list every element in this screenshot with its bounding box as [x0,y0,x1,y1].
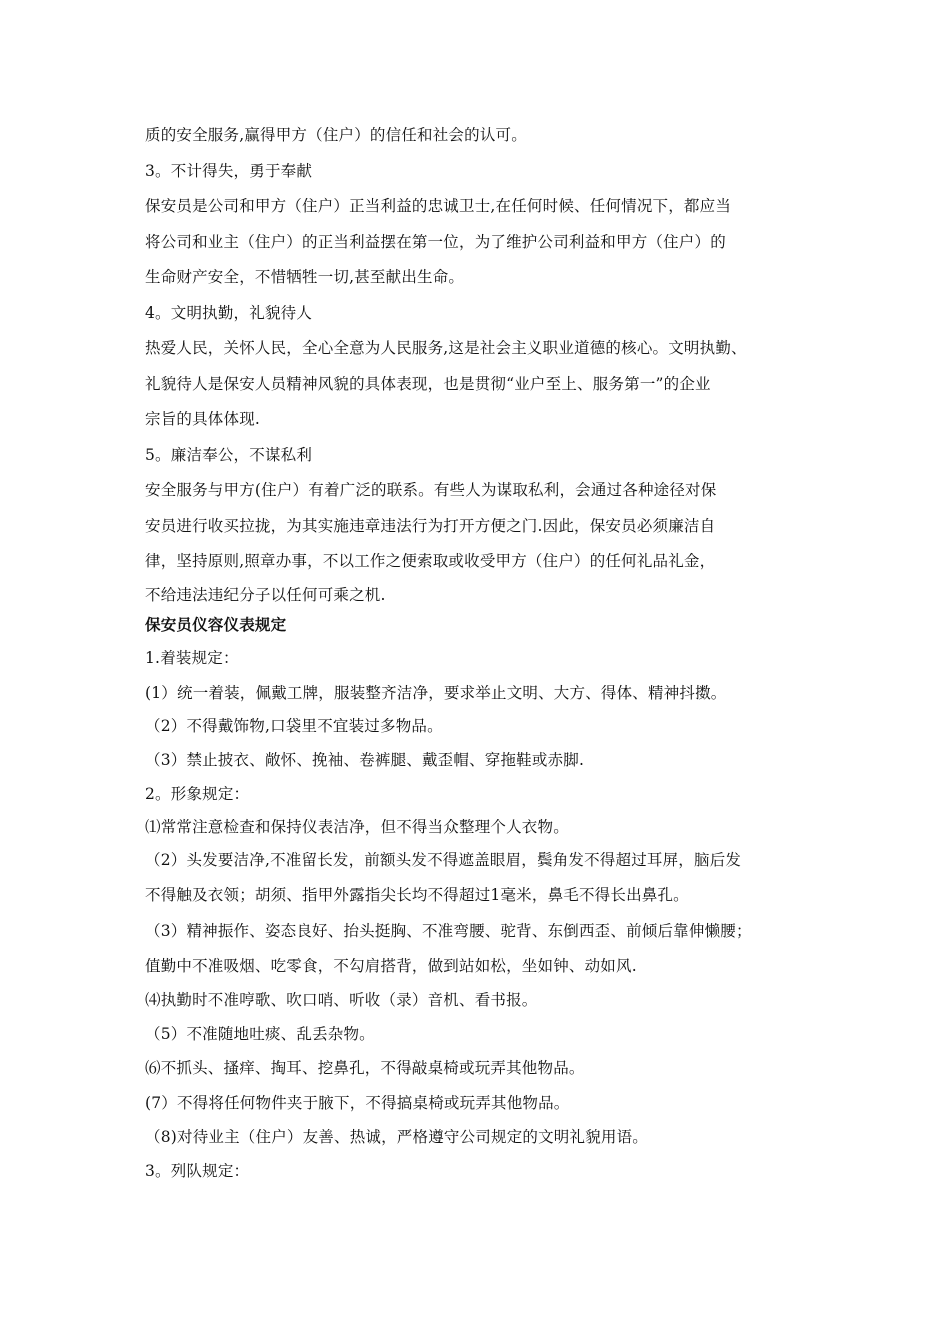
section-item-5: 5。廉洁奉公，不谋私利 [145,446,313,464]
section-item-4: 4。文明执勤，礼貌待人 [145,304,313,322]
list-item: （3）禁止披衣、敞怀、挽袖、卷裤腿、戴歪帽、穿拖鞋或赤脚. [145,751,585,769]
list-item: （2）不得戴饰物,口袋里不宜装过多物品。 [145,717,443,735]
subsection-heading: 3。列队规定： [145,1162,250,1180]
text-line: 将公司和业主（住户）的正当利益摆在第一位，为了维护公司利益和甲方（住户）的 [145,233,726,251]
list-item: （8)对待业主（住户）友善、热诚，严格遵守公司规定的文明礼貌用语。 [145,1128,649,1146]
text-line: 安员进行收买拉拢，为其实施违章违法行为打开方便之门.因此，保安员必须廉洁自 [145,517,716,535]
section-heading: 保安员仪容仪表规定 [145,616,287,634]
text-line: 质的安全服务,赢得甲方（住户）的信任和社会的认可。 [145,126,527,144]
text-line: 不给违法违纪分子以任何可乘之机. [145,586,386,604]
text-line: 不得触及衣领；胡须、指甲外露指尖长均不得超过1毫米，鼻毛不得长出鼻孔。 [145,886,689,904]
text-line: 宗旨的具体体现. [145,410,261,428]
list-item: ⑷执勤时不准哼歌、吹口哨、听收（录）音机、看书报。 [145,991,538,1009]
subsection-heading: 2。形象规定： [145,785,250,803]
list-item: (7）不得将任何物件夹于腋下，不得搞桌椅或玩弄其他物品。 [145,1094,570,1112]
subsection-heading: 1.着装规定： [145,649,239,667]
text-line: 生命财产安全，不惜牺牲一切,甚至献出生命。 [145,268,465,286]
list-item: （2）头发要洁净,不准留长发，前额头发不得遮盖眼眉，鬓角发不得超过耳屏，脑后发 [145,851,742,869]
section-item-3: 3。不计得失，勇于奉献 [145,162,313,180]
list-item: ⑴常常注意检查和保持仪表洁净，但不得当众整理个人衣物。 [145,818,569,836]
list-item: （5）不准随地吐痰、乱丢杂物。 [145,1025,375,1043]
text-line: 值勤中不准吸烟、吃零食，不勾肩搭背，做到站如松，坐如钟、动如风. [145,957,637,975]
text-line: 礼貌待人是保安人员精神风貌的具体表现，也是贯彻“业户至上、服务第一”的企业 [145,375,711,393]
list-item: (1）统一着装，佩戴工牌，服装整齐洁净，要求举止文明、大方、得体、精神抖擞。 [145,684,727,702]
list-item: ⑹不抓头、搔痒、掏耳、挖鼻孔，不得敲桌椅或玩弄其他物品。 [145,1059,585,1077]
text-line: 安全服务与甲方(住户）有着广泛的联系。有些人为谋取私利，会通过各种途径对保 [145,481,717,499]
text-line: 律，坚持原则,照章办事，不以工作之便索取或收受甲方（住户）的任何礼品礼金， [145,552,716,570]
text-line: 保安员是公司和甲方（住户）正当利益的忠诚卫士,在任何时候、任何情况下，都应当 [145,197,732,215]
text-line: 热爱人民，关怀人民，全心全意为人民服务,这是社会主义职业道德的核心。文明执勤、 [145,339,747,357]
list-item: （3）精神振作、姿态良好、抬头挺胸、不准弯腰、驼背、东倒西歪、前倾后靠伸懒腰； [145,922,752,940]
